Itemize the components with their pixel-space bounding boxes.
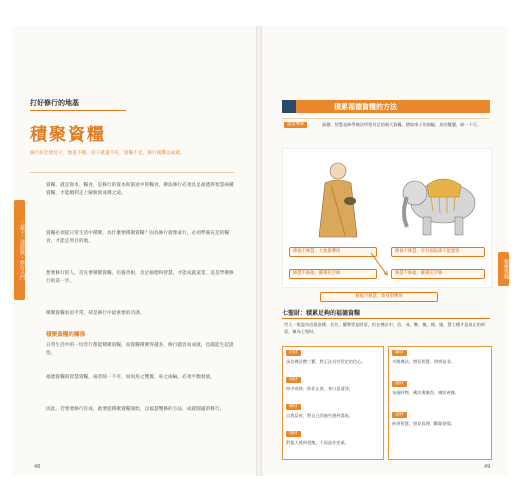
list-right-label-1: 聞財 bbox=[392, 350, 407, 356]
section-para-3: 因此，若想要修行有成，就要從積聚資糧開始，以福慧雙修的方法，成就圓滿的修行。 bbox=[46, 407, 225, 412]
sub-label-1: 福慧雙修 bbox=[284, 122, 307, 128]
para-2: 世人一般認為房屋金錢、名位、權勢等是財富，但在佛法中，信、戒、慚、愧、聞、施、慧七種才是真正的財富，稱為七聖財。 bbox=[284, 322, 486, 334]
sub2-title: 七聖財：積累足夠的福德資糧 bbox=[282, 310, 361, 317]
list-left-text-3: 自我反省，對自己的過失感到羞恥。 bbox=[286, 413, 354, 418]
elephant-illustration bbox=[399, 157, 485, 241]
banner-mark bbox=[282, 100, 296, 113]
caption-right-bottom: 修慧不修福，羅漢托空缽 bbox=[391, 269, 485, 279]
caption-right-top: 修福不修慧，享有福報卻不能覺悟 bbox=[391, 247, 485, 257]
list-left-label-2: 戒財 bbox=[286, 377, 301, 383]
list-right-label-3: 慧財 bbox=[392, 412, 407, 418]
caption-left-bottom: 修慧不修福，羅漢托空缽 bbox=[289, 269, 377, 279]
right-side-tab: 積聚資糧 bbox=[498, 252, 509, 286]
list-right-text-2: 布施財物、佛法與無畏，廣結善緣。 bbox=[392, 390, 460, 395]
list-left-text-4: 對他人感到羞愧，不再造作惡業。 bbox=[286, 440, 349, 445]
list-left-label-4: 愧財 bbox=[286, 431, 301, 437]
section-para-2: 福德資糧與智慧資糧，兩者缺一不可，如同鳥之雙翼、車之兩輪，必須平衡發展。 bbox=[46, 375, 215, 380]
page-title: 積聚資糧 bbox=[30, 125, 106, 145]
kicker: 打好修行的地基 bbox=[30, 99, 79, 107]
divider bbox=[30, 172, 234, 173]
para-1: 福德、智慧是修學佛法所要具足的兩大資糧。猶如車子的兩輪，鳥的雙翼，缺一不可。 bbox=[322, 122, 482, 127]
left-side-tab: 三藏十二部經典・修行入門 bbox=[14, 200, 25, 300]
kicker-underline bbox=[30, 110, 126, 111]
section-para-1: 日常生活中的一切善行都能積聚資糧，而資糧積聚得越多，修行越容易成就，也越能生起證悟。 bbox=[46, 343, 234, 357]
body-para-2: 資糧必須從日常生活中積聚，為什麼要積聚資糧？因為修行就像遠行，必須準備充足的糧食，才能走到目的地。 bbox=[46, 231, 230, 245]
list-left-label-1: 信財 bbox=[286, 350, 301, 356]
monk-illustration bbox=[301, 157, 371, 241]
body-para-4: 積聚資糧看似平常，卻是修行中最重要的功課。 bbox=[46, 311, 145, 316]
arrow-icon bbox=[369, 249, 391, 279]
bottom-note: 修福不修慧，象身掛瓔珞 bbox=[320, 292, 438, 302]
list-left-box bbox=[282, 346, 384, 460]
list-right-box bbox=[388, 346, 492, 460]
page-number-right: 49 bbox=[484, 464, 491, 470]
caption-left-top: 修福不修慧，大象掛瓔珞 bbox=[289, 247, 377, 257]
list-right-text-1: 多聞佛法，增長智慧，明辨是非。 bbox=[392, 359, 455, 364]
body-para-1: 資糧，就是資本、糧食，是修行的資本和旅途中的糧食。佛法修行必須具足福德與智慧兩種資糧，才能順利走上解脫與成佛之道。 bbox=[46, 183, 234, 197]
section-title: 積聚資糧的關係 bbox=[46, 332, 86, 338]
list-left-text-2: 持守戒律，防非止惡，身口意清淨。 bbox=[286, 386, 354, 391]
illustration-panel bbox=[282, 148, 492, 288]
list-right-text-3: 修習智慧，照見真理，斷除煩惱。 bbox=[392, 421, 455, 426]
list-left-label-3: 慚財 bbox=[286, 404, 301, 410]
list-left-text-1: 深信佛法僧三寶，對正法具有堅定的信心。 bbox=[286, 359, 366, 364]
left-page bbox=[12, 26, 256, 476]
list-right-label-2: 施財 bbox=[392, 381, 407, 387]
right-page bbox=[262, 26, 508, 476]
banner bbox=[282, 100, 490, 113]
body-para-3: 想要修行的人，首先要積聚資糧，培養善根，具足福德和智慧，才能成就道業，這是學佛修行的第一步。 bbox=[46, 271, 234, 285]
banner-title: 積累福德資糧的方法 bbox=[334, 103, 397, 111]
intro-text: 修行好比建房子，地基不穩，房子就蓋不好，資糧不足，修行就難以成就。 bbox=[30, 151, 185, 156]
page-number-left: 48 bbox=[34, 464, 41, 470]
banner-rule bbox=[282, 118, 490, 119]
sub2-bar bbox=[282, 308, 490, 319]
